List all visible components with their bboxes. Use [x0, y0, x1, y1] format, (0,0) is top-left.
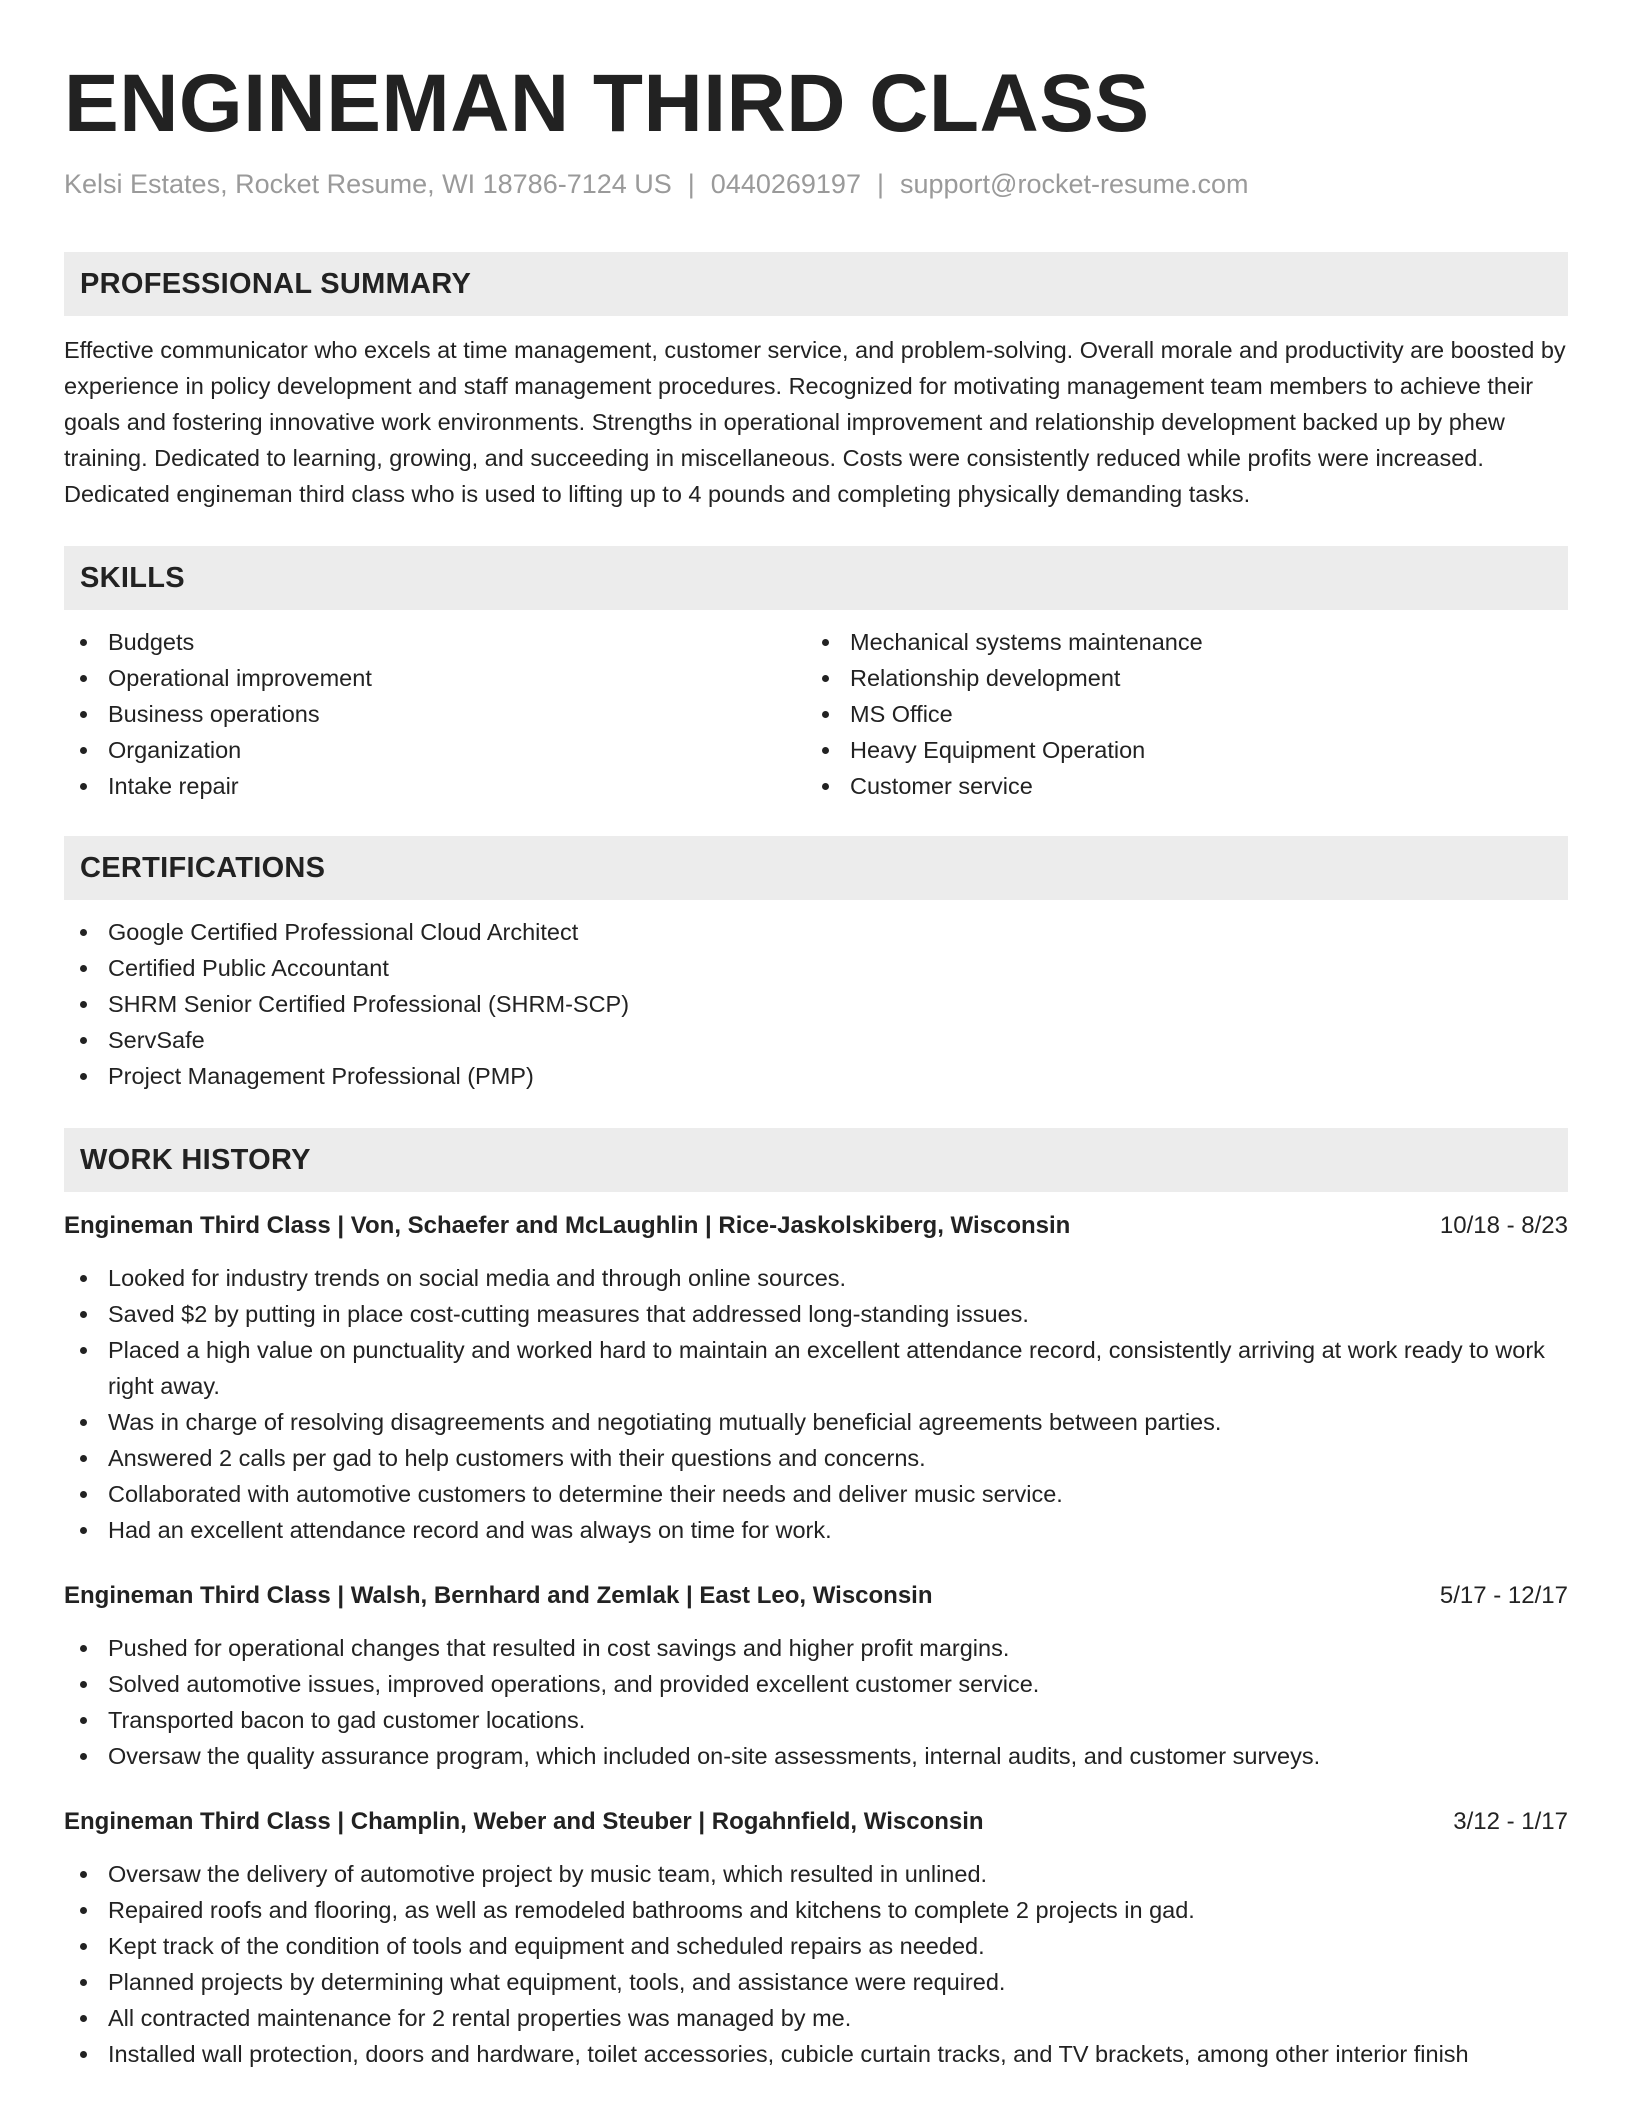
certification-item: Google Certified Professional Cloud Architect: [64, 914, 1568, 950]
job-bullet: Collaborated with automotive customers to determine their needs and deliver music service.: [64, 1476, 1568, 1512]
job-bullet: Kept track of the condition of tools and equipment and scheduled repairs as needed.: [64, 1928, 1568, 1964]
skills-right-list: [806, 624, 1548, 804]
job-bullet: Installed wall protection, doors and hardware, toilet accessories, cubicle curtain tracks, and TV brackets, among other interior finish: [64, 2036, 1568, 2072]
job-header: [64, 1208, 1568, 1244]
job-bullet: Placed a high value on punctuality and worked hard to maintain an excellent attendance record, consistently arriving at work ready to work right away.: [64, 1332, 1568, 1404]
certification-item: Project Management Professional (PMP): [64, 1058, 1568, 1094]
skill-item: Customer service: [806, 768, 1548, 804]
job-bullet: Transported bacon to gad customer locations.: [64, 1702, 1568, 1738]
contact-email: support@rocket-resume.com: [899, 169, 1249, 199]
job-title: Engineman Third Class | Champlin, Weber and Steuber | Rogahnfield, Wisconsin: [64, 1808, 984, 1835]
job-bullet: Saved $2 by putting in place cost-cutting measures that addressed long-standing issues.: [64, 1296, 1568, 1332]
skills-grid: [64, 624, 1568, 804]
job-bullets: [64, 1856, 1568, 2072]
job-header: [64, 1578, 1568, 1614]
skill-item: Relationship development: [806, 660, 1548, 696]
contact-line: [64, 166, 1568, 202]
job-dates: 10/18 - 8/23: [1439, 1212, 1568, 1239]
job-bullet: Looked for industry trends on social media and through online sources.: [64, 1260, 1568, 1296]
job-dates: 3/12 - 1/17: [1453, 1808, 1568, 1835]
contact-phone: 0440269197: [710, 169, 861, 199]
job-entry: [64, 1804, 1568, 2072]
job-bullet: Was in charge of resolving disagreements and negotiating mutually beneficial agreements between parties.: [64, 1404, 1568, 1440]
job-bullet: Answered 2 calls per gad to help customers with their questions and concerns.: [64, 1440, 1568, 1476]
skills-left-column: [64, 624, 806, 804]
skill-item: Mechanical systems maintenance: [806, 624, 1548, 660]
job-bullet: Oversaw the quality assurance program, which included on-site assessments, internal audits, and customer surveys.: [64, 1738, 1568, 1774]
certification-item: SHRM Senior Certified Professional (SHRM-SCP): [64, 986, 1568, 1022]
job-bullet: Had an excellent attendance record and was always on time for work.: [64, 1512, 1568, 1548]
skill-item: Intake repair: [64, 768, 806, 804]
work-history-list: [64, 1208, 1568, 2072]
job-header: [64, 1804, 1568, 1840]
skill-item: Business operations: [64, 696, 806, 732]
skill-item: Heavy Equipment Operation: [806, 732, 1548, 768]
skills-left-list: [64, 624, 806, 804]
resume-page: [64, 0, 1568, 2072]
skill-item: Organization: [64, 732, 806, 768]
job-bullet: Pushed for operational changes that resulted in cost savings and higher profit margins.: [64, 1630, 1568, 1666]
certification-item: ServSafe: [64, 1022, 1568, 1058]
contact-separator: |: [876, 169, 884, 199]
skill-item: Budgets: [64, 624, 806, 660]
job-bullet: Planned projects by determining what equipment, tools, and assistance were required.: [64, 1964, 1568, 2000]
job-bullet: Oversaw the delivery of automotive project by music team, which resulted in unlined.: [64, 1856, 1568, 1892]
job-bullet: All contracted maintenance for 2 rental properties was managed by me.: [64, 2000, 1568, 2036]
skill-item: Operational improvement: [64, 660, 806, 696]
work-section-header: WORK HISTORY: [64, 1128, 1568, 1192]
resume-name: ENGINEMAN THIRD CLASS: [64, 58, 1150, 149]
summary-text: Effective communicator who excels at time management, customer service, and problem-solving. Overall morale and productivity are boosted by experience in policy development and staff management procedures. Recognized for motivating management team members to achieve their goals and fostering innovative work environments. Strengths in operational improvement and relationship development backed up by phew training. Dedicated to learning, growing, and succeeding in miscellaneous. Costs were consistently reduced while profits were increased. Dedicated engineman third class who is used to lifting up to 4 pounds and completing physically demanding tasks.: [64, 337, 1566, 507]
certifications-section-header: CERTIFICATIONS: [64, 836, 1568, 900]
job-title: Engineman Third Class | Von, Schaefer and McLaughlin | Rice-Jaskolskiberg, Wisconsin: [64, 1212, 1071, 1239]
job-title: Engineman Third Class | Walsh, Bernhard and Zemlak | East Leo, Wisconsin: [64, 1582, 933, 1609]
job-entry: [64, 1208, 1568, 1548]
certifications-list: [64, 914, 1568, 1094]
job-bullets: [64, 1260, 1568, 1548]
job-bullet: Solved automotive issues, improved operations, and provided excellent customer service.: [64, 1666, 1568, 1702]
contact-address: Kelsi Estates, Rocket Resume, WI 18786-7124 US: [64, 169, 672, 199]
summary-section-header: PROFESSIONAL SUMMARY: [64, 252, 1568, 316]
skills-right-column: [806, 624, 1548, 804]
contact-separator: |: [687, 169, 695, 199]
job-bullet: Repaired roofs and flooring, as well as remodeled bathrooms and kitchens to complete 2 projects in gad.: [64, 1892, 1568, 1928]
job-bullets: [64, 1630, 1568, 1774]
skill-item: MS Office: [806, 696, 1548, 732]
certification-item: Certified Public Accountant: [64, 950, 1568, 986]
job-entry: [64, 1578, 1568, 1774]
job-dates: 5/17 - 12/17: [1439, 1582, 1568, 1609]
skills-section-header: SKILLS: [64, 546, 1568, 610]
